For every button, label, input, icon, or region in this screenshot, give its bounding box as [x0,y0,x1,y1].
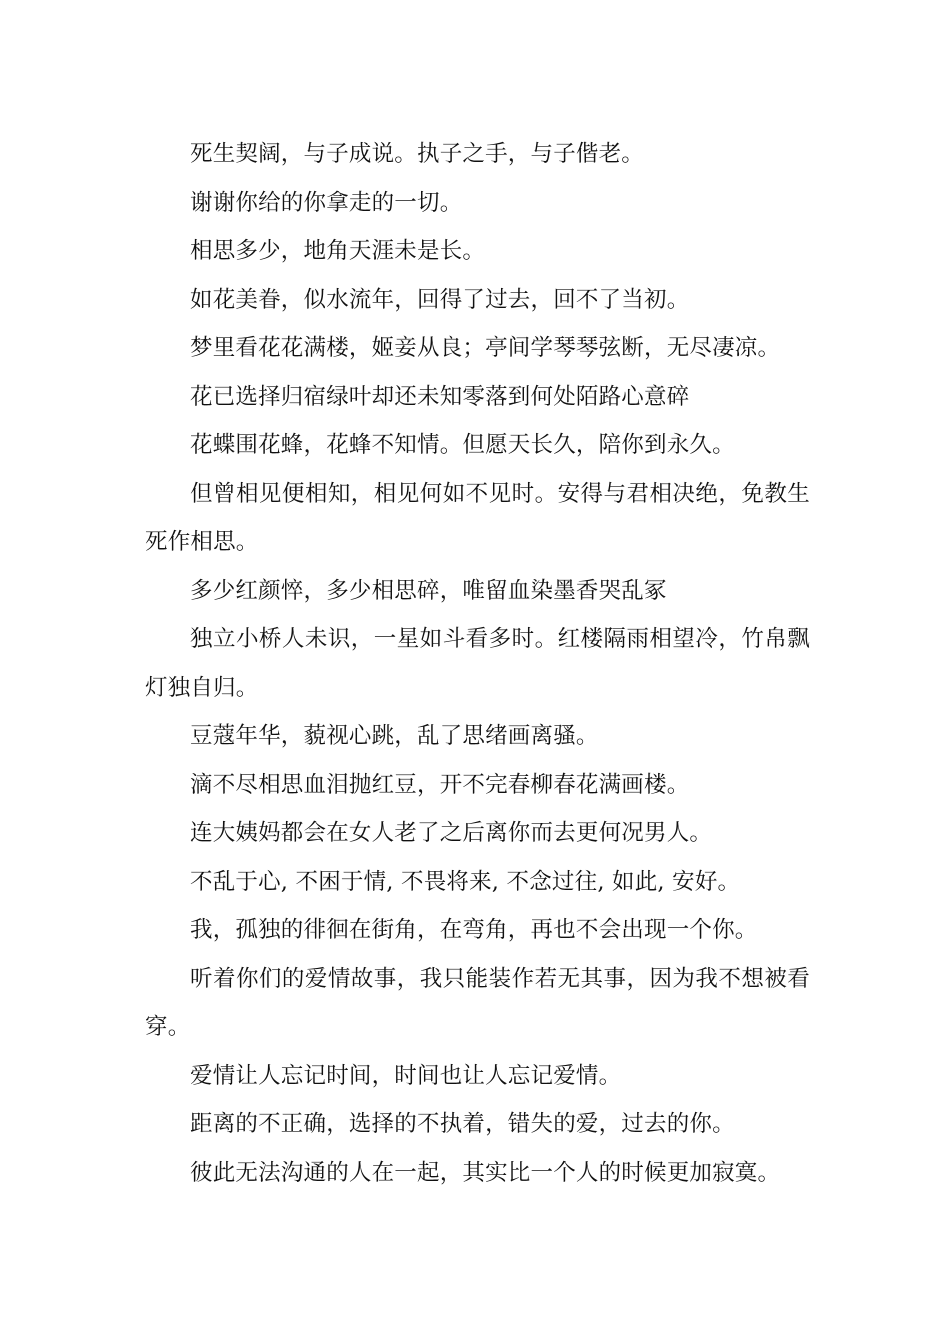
paragraph: 花蝶围花蜂，花蜂不知情。但愿天长久，陪你到永久。 [190,432,735,458]
paragraph: 不乱于心, 不困于情, 不畏将来, 不念过往, 如此, 安好。 [190,868,741,895]
paragraph: 距离的不正确，选择的不执着，错失的爱，过去的你。 [190,1111,735,1137]
document-body [145,130,810,1197]
paragraph: 谢谢你给的你拿走的一切。 [190,189,463,216]
paragraph: 豆蔻年华，藐视心跳，乱了思绪画离骚。 [190,723,599,749]
paragraph: 滴不尽相思血泪抛红豆，开不完春柳春花满画楼。 [190,771,690,798]
paragraph: 彼此无法沟通的人在一起，其实比一个人的时候更加寂寞。 [190,1159,781,1186]
paragraph: 我，孤独的徘徊在街角，在弯角，再也不会出现一个你。 [190,917,758,943]
paragraph: 如花美眷，似水流年，回得了过去，回不了当初。 [190,286,690,313]
paragraph: 连大姨妈都会在女人老了之后离你而去更何况男人。 [190,820,713,846]
paragraph: 死生契阔，与子成说。执子之手，与子偕老。 [190,141,645,167]
paragraph: 听着你们的爱情故事，我只能装作若无其事，因为我不想被看穿。 [145,965,810,1040]
paragraph: 独立小桥人未识，一星如斗看多时。红楼隔雨相望冷，竹帛飘灯独自归。 [145,626,810,701]
paragraph: 但曾相见便相知，相见何如不见时。安得与君相决绝，免教生死作相思。 [145,480,810,555]
paragraph: 多少红颜悴，多少相思碎，唯留血染墨香哭乱冢 [190,577,667,604]
paragraph: 花已选择归宿绿叶却还未知零落到何处陌路心意碎 [190,383,690,410]
paragraph: 爱情让人忘记时间，时间也让人忘记爱情。 [190,1062,622,1089]
paragraph: 相思多少，地角天涯未是长。 [190,238,486,264]
paragraph: 梦里看花花满楼，姬妾从良；亭间学琴琴弦断，无尽凄凉。 [190,335,781,361]
